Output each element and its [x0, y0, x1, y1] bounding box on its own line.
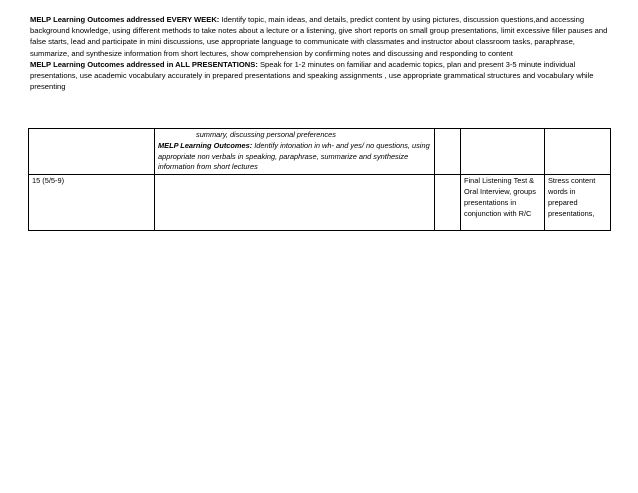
all-presentations-text: Speak for 1-2 minutes on familiar and academic topics, plan and present 3-5 minute individual presentations, use academic vocabulary accurately in prepared presentations and speaking assignments , use appropriate grammatical structures and vocabulary while presenting — [30, 59, 594, 92]
week-cell: 15 (5/5-9) — [29, 175, 155, 231]
schedule-table — [28, 128, 611, 231]
outcomes-block — [158, 141, 431, 173]
outcomes-text: Identify intonation in wh- and yes/ no questions, using appropriate non verbals in speaking, paraphrase, summarize and synthesize information from short lectures — [158, 140, 430, 172]
all-presentations-heading: MELP Learning Outcomes addressed in ALL PRESENTATIONS: — [30, 59, 258, 69]
every-week-text: Identify topic, main ideas, and details, predict content by using pictures, discussion questions,and accessing background knowledge, using different methods to take notes about a lecture or a listening, give short reports on small group presentations, limit excessive filler pauses and false starts, lead and participate in mini discussions, use appropriate language to communicate with classmates and instructor about classroom tasks, paraphrase, summarize, and synthesize information from short lectures, show comprehension by confirming notes and discussing and responding to content — [30, 15, 608, 58]
notes-cell: Stress content words in prepared presentations, — [545, 175, 611, 231]
all-presentations-outcomes — [30, 59, 610, 93]
content-cell — [155, 129, 435, 175]
content-cell — [155, 175, 435, 231]
week-cell — [29, 129, 155, 175]
continuation-text: summary, discussing personal preferences — [196, 130, 336, 139]
table-row — [29, 175, 611, 231]
outcomes-label: MELP Learning Outcomes: — [158, 140, 253, 150]
table-row — [29, 129, 611, 175]
learning-outcomes-intro — [30, 14, 610, 92]
assessment-cell: Final Listening Test & Oral Interview, groups presentations in conjunction with R/C — [461, 175, 545, 231]
notes-cell — [545, 129, 611, 175]
narrow-cell — [435, 175, 461, 231]
every-week-heading: MELP Learning Outcomes addressed EVERY WEEK: — [30, 15, 220, 24]
narrow-cell — [435, 129, 461, 175]
assessment-cell — [461, 129, 545, 175]
every-week-outcomes — [30, 14, 610, 59]
